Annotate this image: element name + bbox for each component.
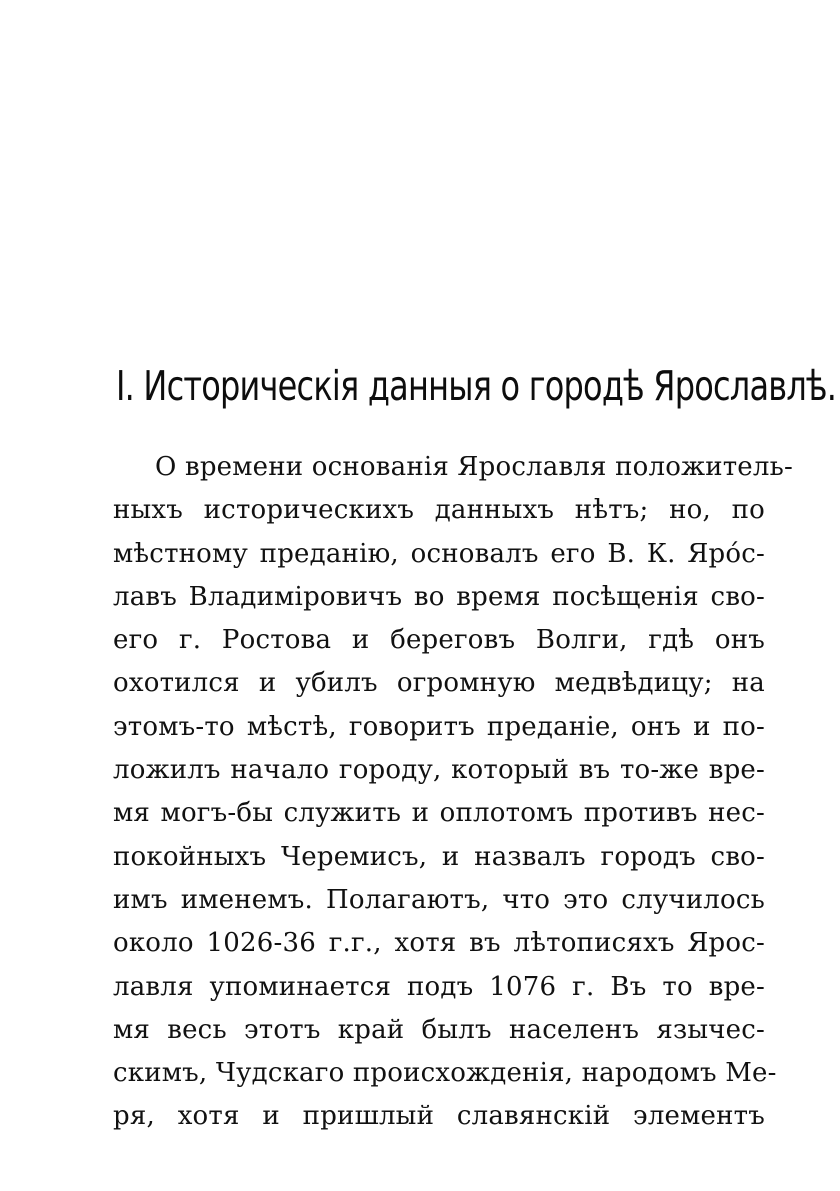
text-line: лавля упоминается подъ 1076 г. Въ то вре-: [113, 971, 765, 1002]
text-line: лавъ Владиміровичъ во время посѣщенія сво-: [113, 581, 765, 612]
text-line: имъ именемъ. Полагаютъ, что это случилось: [113, 884, 765, 915]
text-line: ныхъ историческихъ данныхъ нѣтъ; но, по: [113, 495, 765, 526]
text-line: охотился и убилъ огромную медвѣдицу; на: [113, 668, 765, 699]
text-line: скимъ, Чудскаго происхожденія, народомъ Ме-: [113, 1058, 777, 1089]
chapter-heading: I. Историческія данныя о городѣ Ярославлѣ.: [116, 362, 837, 410]
text-line: О времени основанія Ярославля положитель-: [155, 452, 793, 482]
text-line: мя могъ-бы служить и оплотомъ противъ нес-: [113, 798, 765, 829]
text-line: мя весь этотъ край былъ населенъ язычес-: [113, 1014, 765, 1045]
text-line: мѣстному преданію, основалъ его В. К. Яро́с-: [113, 538, 765, 569]
text-line: покойныхъ Черемисъ, и назвалъ городъ сво-: [113, 841, 765, 872]
text-line: около 1026-36 г.г., хотя въ лѣтописяхъ Ярос-: [113, 928, 765, 959]
paragraph: [113, 446, 793, 1139]
text-line: ложилъ начало городу, который въ то-же вре-: [113, 755, 765, 786]
text-line: ря, хотя и пришлый славянскій элементъ: [113, 1101, 765, 1132]
text-line: его г. Ростова и береговъ Волги, гдѣ онъ: [113, 625, 765, 656]
text-line: этомъ-то мѣстѣ, говоритъ преданіе, онъ и по-: [113, 711, 765, 742]
